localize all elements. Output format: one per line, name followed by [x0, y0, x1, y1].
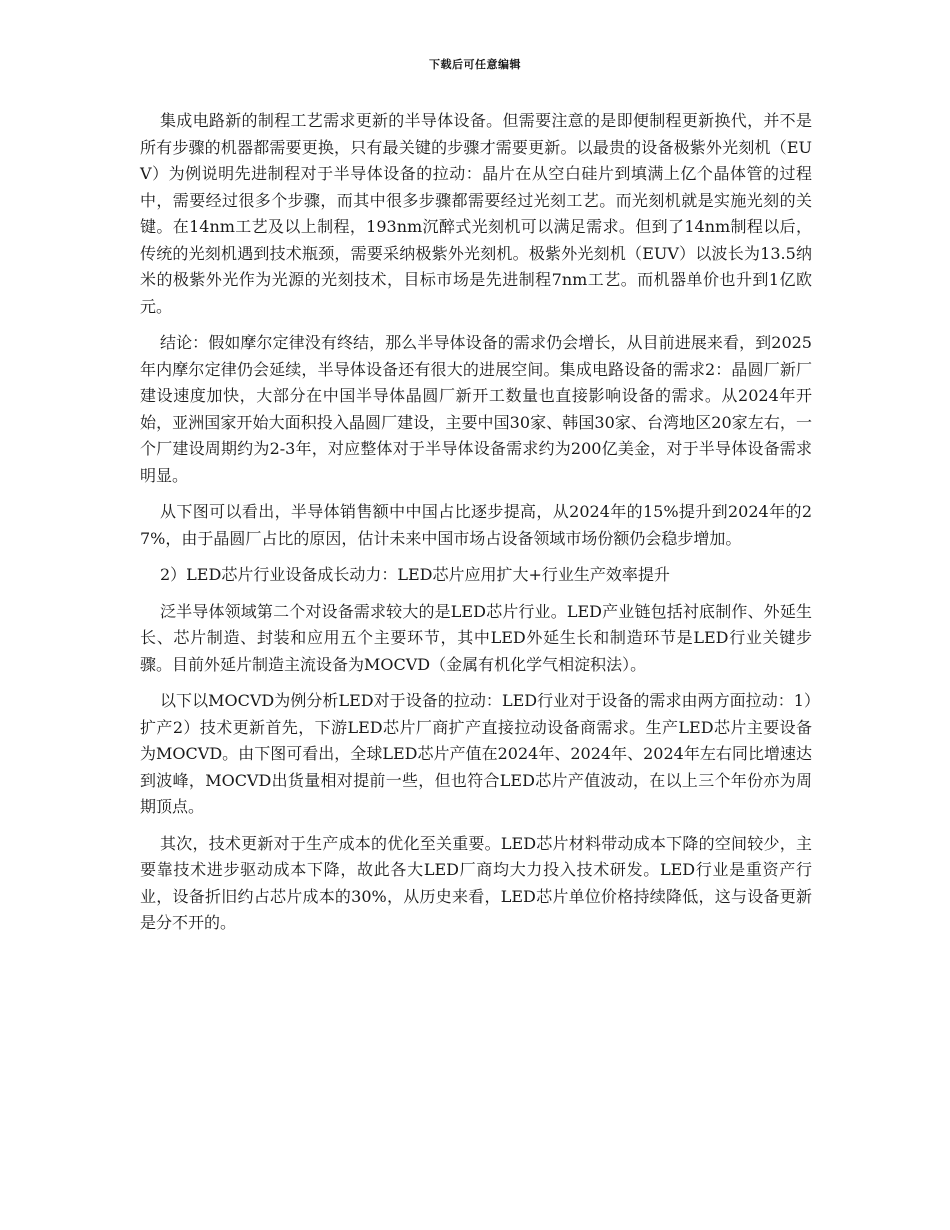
paragraph-china-share: 从下图可以看出，半导体销售额中中国占比逐步提高，从2024年的15%提升到2024年的27%，由于晶圆厂占比的原因，估计未来中国市场占设备领域市场份额仍会稳步增加。	[140, 502, 812, 548]
paragraph-conclusion: 结论：假如摩尔定律没有终结，那么半导体设备的需求仍会增长，从目前进展来看，到2025年内摩尔定律仍会延续，半导体设备还有很大的进展空间。集成电路设备的需求2：晶圆厂新厂建设速度加快，大部分在中国半导体晶圆厂新开工数量也直接影响设备的需求。从2024年开始，亚洲国家开始大面积投入晶圆厂建设，主要中国30家、韩国30家、台湾地区20家左右，一个厂建设周期约为2-3年，对应整体对于半导体设备需求约为200亿美金，对于半导体设备需求明显。	[140, 333, 812, 485]
paragraph-mocvd: 以下以MOCVD为例分析LED对于设备的拉动：LED行业对于设备的需求由两方面拉动：1）扩产2）技术更新首先，下游LED芯片厂商扩产直接拉动设备商需求。生产LED芯片主要设备为MOCVD。由下图可看出，全球LED芯片产值在2024年、2024年、2024年左右同比增速达到波峰，MOCVD出货量相对提前一些，但也符合LED芯片产值波动，在以上三个年份亦为周期顶点。	[140, 691, 812, 816]
document-body	[140, 108, 812, 947]
paragraph-euv: 集成电路新的制程工艺需求更新的半导体设备。但需要注意的是即便制程更新换代，并不是所有步骤的机器都需要更换，只有最关键的步骤才需要更新。以最贵的设备极紫外光刻机（EUV）为例说明先进制程对于半导体设备的拉动：晶片在从空白硅片到填满上亿个晶体管的过程中，需要经过很多个步骤，而其中很多步骤都需要经过光刻工艺。而光刻机就是实施光刻的关键。在14nm工艺及以上制程，193nm沉醉式光刻机可以满足需求。但到了14nm制程以后，传统的光刻机遇到技术瓶颈，需要采纳极紫外光刻机。极紫外光刻机（EUV）以波长为13.5纳米的极紫外光作为光源的光刻技术，目标市场是先进制程7nm工艺。而机器单价也升到1亿欧元。	[140, 111, 812, 316]
paragraph-led-industry: 泛半导体领域第二个对设备需求较大的是LED芯片行业。LED产业链包括衬底制作、外延生长、芯片制造、封装和应用五个主要环节，其中LED外延生长和制造环节是LED行业关键步骤。目前外延片制造主流设备为MOCVD（金属有机化学气相淀积法）。	[140, 601, 812, 674]
section-heading-led: 2）LED芯片行业设备成长动力：LED芯片应用扩大+行业生产效率提升	[160, 565, 670, 584]
page-header: 下载后可任意编辑	[429, 58, 521, 71]
paragraph-tech-update: 其次，技术更新对于生产成本的优化至关重要。LED芯片材料带动成本下降的空间较少，主要靠技术进步驱动成本下降，故此各大LED厂商均大力投入技术研发。LED行业是重资产行业，设备折旧约占芯片成本的30%，从历史来看，LED芯片单位价格持续降低，这与设备更新是分不开的。	[140, 833, 812, 932]
